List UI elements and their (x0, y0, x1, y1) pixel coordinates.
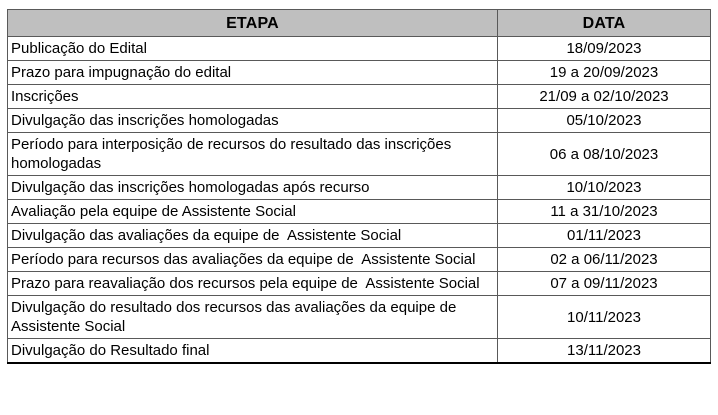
data-cell: 01/11/2023 (498, 224, 711, 248)
table-header-row (8, 10, 711, 37)
etapa-cell: Divulgação das inscrições homologadas (8, 109, 498, 133)
document-page (7, 9, 711, 364)
data-cell: 10/11/2023 (498, 296, 711, 339)
etapa-cell: Divulgação do resultado dos recursos das avaliações da equipe de Assistente Social (8, 296, 498, 339)
table-row (8, 109, 711, 133)
data-cell: 06 a 08/10/2023 (498, 133, 711, 176)
column-header-data: DATA (498, 10, 711, 37)
table-row (8, 339, 711, 364)
data-cell: 11 a 31/10/2023 (498, 200, 711, 224)
table-row (8, 85, 711, 109)
data-cell: 13/11/2023 (498, 339, 711, 364)
etapa-cell: Publicação do Edital (8, 37, 498, 61)
etapa-cell: Período para interposição de recursos do resultado das inscrições homologadas (8, 133, 498, 176)
etapa-cell: Prazo para impugnação do edital (8, 61, 498, 85)
etapa-cell: Avaliação pela equipe de Assistente Social (8, 200, 498, 224)
column-header-etapa: ETAPA (8, 10, 498, 37)
data-cell: 07 a 09/11/2023 (498, 272, 711, 296)
table-row (8, 248, 711, 272)
etapa-cell: Divulgação das inscrições homologadas após recurso (8, 176, 498, 200)
data-cell: 18/09/2023 (498, 37, 711, 61)
data-cell: 21/09 a 02/10/2023 (498, 85, 711, 109)
data-cell: 19 a 20/09/2023 (498, 61, 711, 85)
table-row (8, 272, 711, 296)
table-row (8, 296, 711, 339)
table-row (8, 37, 711, 61)
data-cell: 02 a 06/11/2023 (498, 248, 711, 272)
table-row (8, 133, 711, 176)
table-row (8, 224, 711, 248)
data-cell: 05/10/2023 (498, 109, 711, 133)
table-row (8, 200, 711, 224)
etapa-cell: Período para recursos das avaliações da equipe de Assistente Social (8, 248, 498, 272)
etapa-cell: Divulgação das avaliações da equipe de Assistente Social (8, 224, 498, 248)
table-row (8, 176, 711, 200)
etapa-cell: Inscrições (8, 85, 498, 109)
data-cell: 10/10/2023 (498, 176, 711, 200)
table-row (8, 61, 711, 85)
etapa-cell: Divulgação do Resultado final (8, 339, 498, 364)
schedule-table (7, 9, 711, 364)
etapa-cell: Prazo para reavaliação dos recursos pela equipe de Assistente Social (8, 272, 498, 296)
